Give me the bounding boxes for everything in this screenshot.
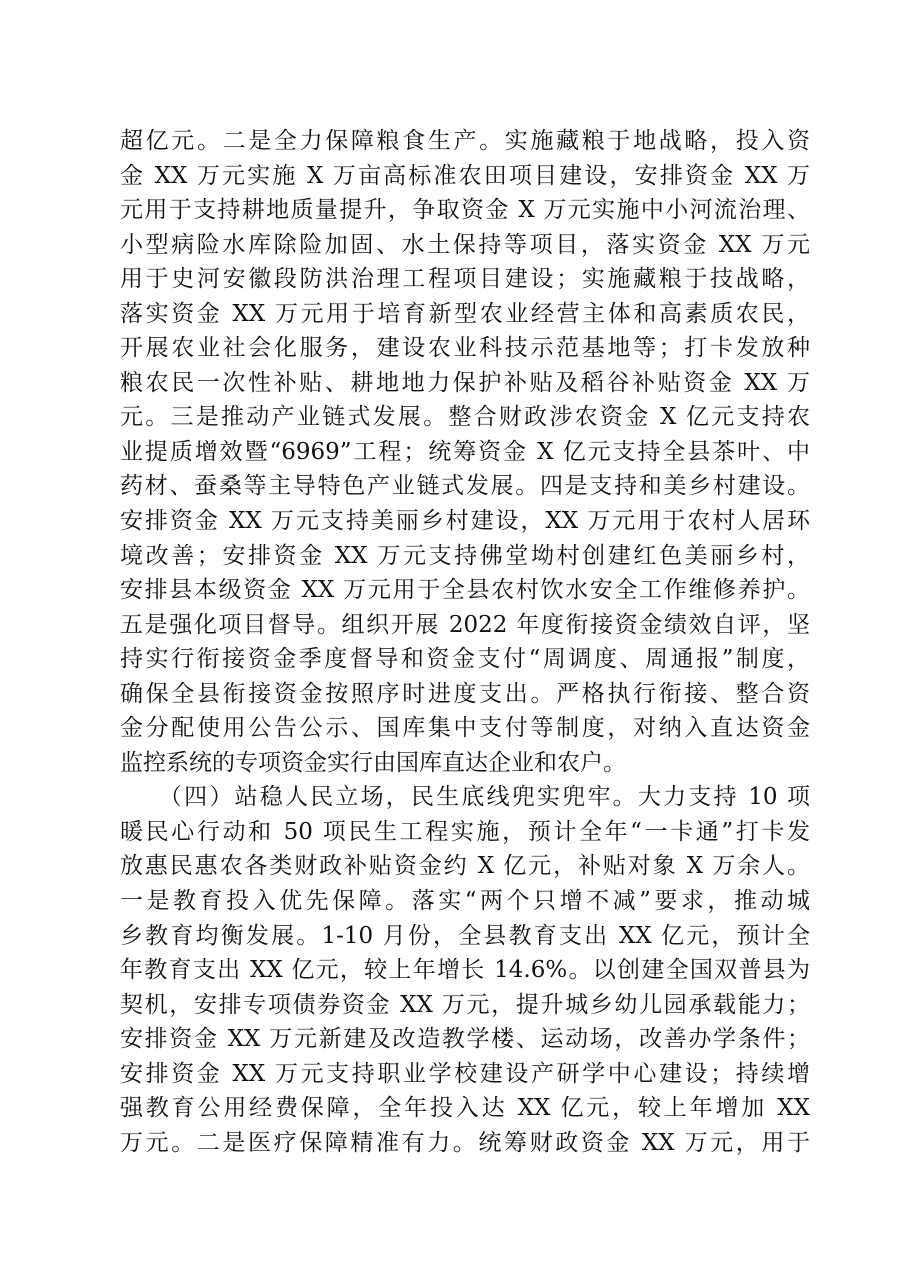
text-line: 药材、蚕桑等主导特色产业链式发展。四是支持和美乡村建设。: [120, 473, 810, 500]
text-line: 安排资金 XX 万元新建及改造教学楼、运动场，改善办学条件；: [120, 1026, 810, 1053]
text-line: 契机，安排专项债券资金 XX 万元，提升城乡幼儿园承载能力；: [120, 991, 810, 1018]
text-line: 元。三是推动产业链式发展。整合财政涉农资金 X 亿元支持农: [120, 404, 810, 431]
text-line: 安排资金 XX 万元支持美丽乡村建设，XX 万元用于农村人居环: [120, 508, 810, 535]
paragraph-end-line: 监控系统的专项资金实行由国库直达企业和农户。: [120, 749, 626, 776]
text-line: 万元。二是医疗保障精准有力。统筹财政资金 XX 万元，用于: [120, 1129, 810, 1156]
text-line: 金分配使用公告公示、国库集中支付等制度，对纳入直达资金: [120, 715, 810, 742]
text-line: 暖民心行动和 50 项民生工程实施，预计全年“一卡通”打卡发: [120, 818, 810, 845]
section-heading-line: （四）站稳人民立场，民生底线兜实兜牢。大力支持 10 项: [120, 784, 810, 811]
text-line: 五是强化项目督导。组织开展 2022 年度衔接资金绩效自评，坚: [120, 611, 810, 638]
text-line: 用于史河安徽段防洪治理工程项目建设；实施藏粮于技战略，: [120, 266, 810, 293]
text-line: 境改善；安排资金 XX 万元支持佛堂坳村创建红色美丽乡村，: [120, 542, 810, 569]
text-line: 开展农业社会化服务，建设农业科技示范基地等；打卡发放种: [120, 335, 810, 362]
text-line: 超亿元。二是全力保障粮食生产。实施藏粮于地战略，投入资: [120, 128, 810, 154]
text-line: 强教育公用经费保障，全年投入达 XX 亿元，较上年增加 XX: [120, 1095, 810, 1122]
text-line: 安排县本级资金 XX 万元用于全县农村饮水安全工作维修养护。: [120, 577, 810, 604]
text-line: 金 XX 万元实施 X 万亩高标准农田项目建设，安排资金 XX 万: [120, 162, 810, 189]
text-line: 一是教育投入优先保障。落实“两个只增不减”要求，推动城: [120, 888, 810, 915]
text-line: 元用于支持耕地质量提升，争取资金 X 万元实施中小河流治理、: [120, 197, 810, 224]
text-line: 粮农民一次性补贴、耕地地力保护补贴及稻谷补贴资金 XX 万: [120, 369, 810, 396]
text-line: 确保全县衔接资金按照序时进度支出。严格执行衔接、整合资: [120, 680, 810, 707]
body-text: [120, 124, 810, 1160]
text-line: 安排资金 XX 万元支持职业学校建设产研学中心建设；持续增: [120, 1060, 810, 1087]
text-line: 乡教育均衡发展。1-10 月份，全县教育支出 XX 亿元，预计全: [120, 922, 810, 949]
text-line: 年教育支出 XX 亿元，较上年增长 14.6%。以创建全国双普县为: [120, 957, 810, 984]
text-line: 放惠民惠农各类财政补贴资金约 X 亿元，补贴对象 X 万余人。: [120, 853, 810, 880]
text-line: 落实资金 XX 万元用于培育新型农业经营主体和高素质农民，: [120, 300, 810, 327]
text-line: 小型病险水库除险加固、水土保持等项目，落实资金 XX 万元: [120, 231, 810, 258]
text-line: 业提质增效暨“6969”工程；统筹资金 X 亿元支持全县茶叶、中: [120, 438, 810, 465]
text-line: 持实行衔接资金季度督导和资金支付“周调度、周通报”制度，: [120, 646, 810, 673]
